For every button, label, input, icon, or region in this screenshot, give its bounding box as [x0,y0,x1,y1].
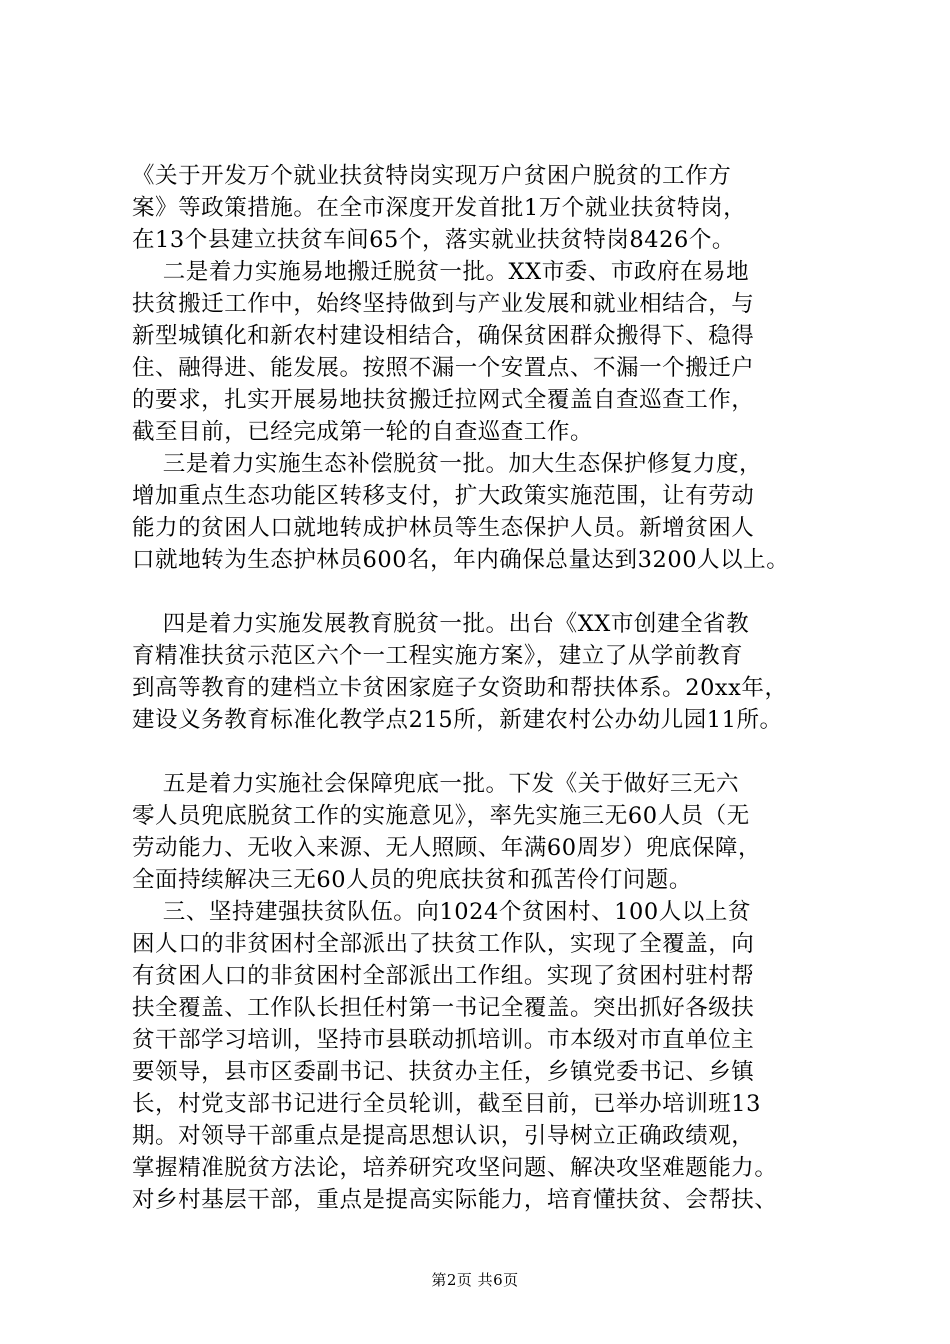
text-line: 三是着力实施生态补偿脱贫一批。加大生态保护修复力度， [132,451,763,477]
text-line: 在13个县建立扶贫车间65个，落实就业扶贫特岗8426个。 [132,227,735,253]
text-line: 掌握精准脱贫方法论，培养研究攻坚问题、解决攻坚难题能力。 [132,1155,778,1181]
text-line: 住、融得进、能发展。按照不漏一个安置点、不漏一个搬迁户 [132,355,755,381]
text-line: 口就地转为生态护林员600名，年内确保总量达到3200人以上。 [132,547,790,573]
text-line: 有贫困人口的非贫困村全部派出工作组。实现了贫困村驻村帮 [132,963,755,989]
text-line: 扶贫搬迁工作中，始终坚持做到与产业发展和就业相结合，与 [132,291,755,317]
text-line: 三、坚持建强扶贫队伍。向1024个贫困村、100人以上贫 [132,899,751,925]
text-line: 长，村党支部书记进行全员轮训，截至目前，已举办培训班13 [132,1091,762,1117]
text-line: 案》等政策措施。在全市深度开发首批1万个就业扶贫特岗， [132,195,747,221]
text-line: 到高等教育的建档立卡贫困家庭子女资助和帮扶体系。20xx年， [132,675,788,701]
text-line: 能力的贫困人口就地转成护林员等生态保护人员。新增贫困人 [132,515,755,541]
text-line: 全面持续解决三无60人员的兜底扶贫和孤苦伶仃问题。 [132,867,692,893]
text-line: 要领导，县市区委副书记、扶贫办主任，乡镇党委书记、乡镇 [132,1059,755,1085]
text-line: 的要求，扎实开展易地扶贫搬迁拉网式全覆盖自查巡查工作， [132,387,755,413]
text-line: 育精准扶贫示范区六个一工程实施方案》，建立了从学前教育 [132,643,744,669]
text-line: 二是着力实施易地搬迁脱贫一批。XX市委、市政府在易地 [132,259,750,285]
text-line: 扶全覆盖、工作队长担任村第一书记全覆盖。突出抓好各级扶 [132,995,755,1021]
text-line: 增加重点生态功能区转移支付，扩大政策实施范围，让有劳动 [132,483,755,509]
text-line: 建设义务教育标准化教学点215所，新建农村公办幼儿园11所。 [132,707,783,733]
text-line: 对乡村基层干部，重点是提高实际能力，培育懂扶贫、会帮扶、 [132,1187,778,1213]
text-line: 期。对领导干部重点是提高思想认识，引导树立正确政绩观， [132,1123,755,1149]
text-line: 困人口的非贫困村全部派出了扶贫工作队，实现了全覆盖，向 [132,931,755,957]
text-line: 五是着力实施社会保障兜底一批。下发《关于做好三无六 [132,771,740,797]
page-number-footer: 第2页 共6页 [431,1271,519,1289]
text-line: 零人员兜底脱贫工作的实施意见》，率先实施三无60人员（无 [132,803,750,829]
text-line: 贫干部学习培训，坚持市县联动抓培训。市本级对市直单位主 [132,1027,755,1053]
text-line: 截至目前，已经完成第一轮的自查巡查工作。 [132,419,594,445]
text-line: 四是着力实施发展教育脱贫一批。出台《XX市创建全省教 [132,611,750,637]
text-line: 劳动能力、无收入来源、无人照顾、年满60周岁）兜底保障， [132,835,762,861]
text-line: 《关于开发万个就业扶贫特岗实现万户贫困户脱贫的工作方 [132,163,732,189]
text-line: 新型城镇化和新农村建设相结合，确保贫困群众搬得下、稳得 [132,323,755,349]
